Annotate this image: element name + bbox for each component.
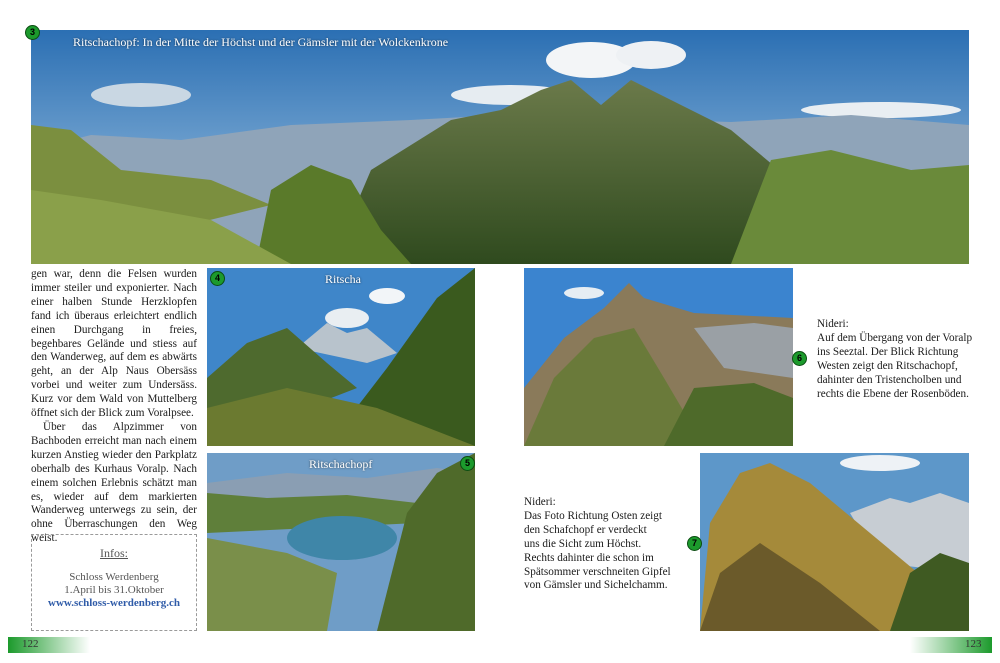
photo-6 <box>524 268 793 446</box>
photo-6-caption-title: Nideri: <box>817 318 849 330</box>
infos-box <box>31 534 197 631</box>
photo-number-badge-4: 4 <box>210 271 225 286</box>
photo-number-badge-3: 3 <box>25 25 40 40</box>
photo-number-badge-5: 5 <box>460 456 475 471</box>
left-body-text <box>31 268 197 546</box>
photo-7 <box>700 453 969 631</box>
photo-6-caption-line: Westen zeigt den Ritschachopf, <box>817 359 958 372</box>
photo-7-caption-line: Spätsommer verschneiten Gipfel <box>524 565 671 578</box>
page-number-left: 122 <box>22 638 39 650</box>
photo-6-caption <box>817 318 997 401</box>
page-number-right: 123 <box>965 638 982 650</box>
footer-bar-left <box>8 637 90 653</box>
infos-website-link[interactable]: www.schloss-werdenberg.ch <box>48 597 180 609</box>
panorama-caption: Ritschachopf: In der Mitte der Höchst und der Gämsler mit der Wolckenkrone <box>73 35 449 49</box>
photo-number-badge-6: 6 <box>792 351 807 366</box>
photo-4-caption: Ritscha <box>325 272 361 286</box>
photo-number-badge-7: 7 <box>687 536 702 551</box>
panorama-photo <box>31 30 969 264</box>
photo-5-caption: Ritschachopf <box>309 457 373 471</box>
photo-7-caption-line: Das Foto Richtung Osten zeigt <box>524 509 662 522</box>
photo-7-caption-title: Nideri: <box>524 496 556 508</box>
photo-4 <box>207 268 475 446</box>
paragraph-2: Über das Alpzimmer von Bachboden erreicht man nach einem kurzen Anstieg wieder den Parkplatz oberhalb des Kurhaus Voralp. Nach einem solchen Erlebnis schätzt man es, wieder auf dem markierten Wanderweg unterwegs zu sein, der ohne Überraschungen den Weg weist. <box>31 420 197 545</box>
photo-7-caption-line: von Gämsler und Sichelchamm. <box>524 579 668 592</box>
paragraph-1: gen war, denn die Felsen wurden immer steiler und exponierter. Nach einer halben Stunde Herzklopfen fand ich überaus erleichtert endlich einen Durchgang in freies, begehbares Gelände und stiess auf den Wanderweg, auf dem es abwärts geht, an der Alp Naus Obersäss vorbei und weiter zum Undersäss. Kurz vor dem Wald von Muttelberg öffnet sich der Blick zum Voralpsee. <box>31 268 197 420</box>
infos-title: Infos: <box>100 546 128 560</box>
photo-6-caption-line: rechts die Ebene der Rosenböden. <box>817 387 969 400</box>
photo-6-caption-line: Auf dem Übergang von der Voralp <box>817 331 973 344</box>
photo-7-caption-line: Rechts dahinter die schon im <box>524 551 654 564</box>
photo-7-caption <box>524 496 699 593</box>
photo-7-caption-line: uns die Sicht zum Höchst. <box>524 537 642 550</box>
photo-6-caption-line: dahinter den Tristencholben und <box>817 373 962 386</box>
infos-line-1: Schloss Werdenberg <box>69 571 159 583</box>
infos-line-2: 1.April bis 31.Oktober <box>64 584 164 596</box>
photo-7-caption-line: den Schafchopf er verdeckt <box>524 523 647 536</box>
photo-6-caption-line: ins Seeztal. Der Blick Richtung <box>817 345 959 358</box>
photo-5 <box>207 453 475 631</box>
